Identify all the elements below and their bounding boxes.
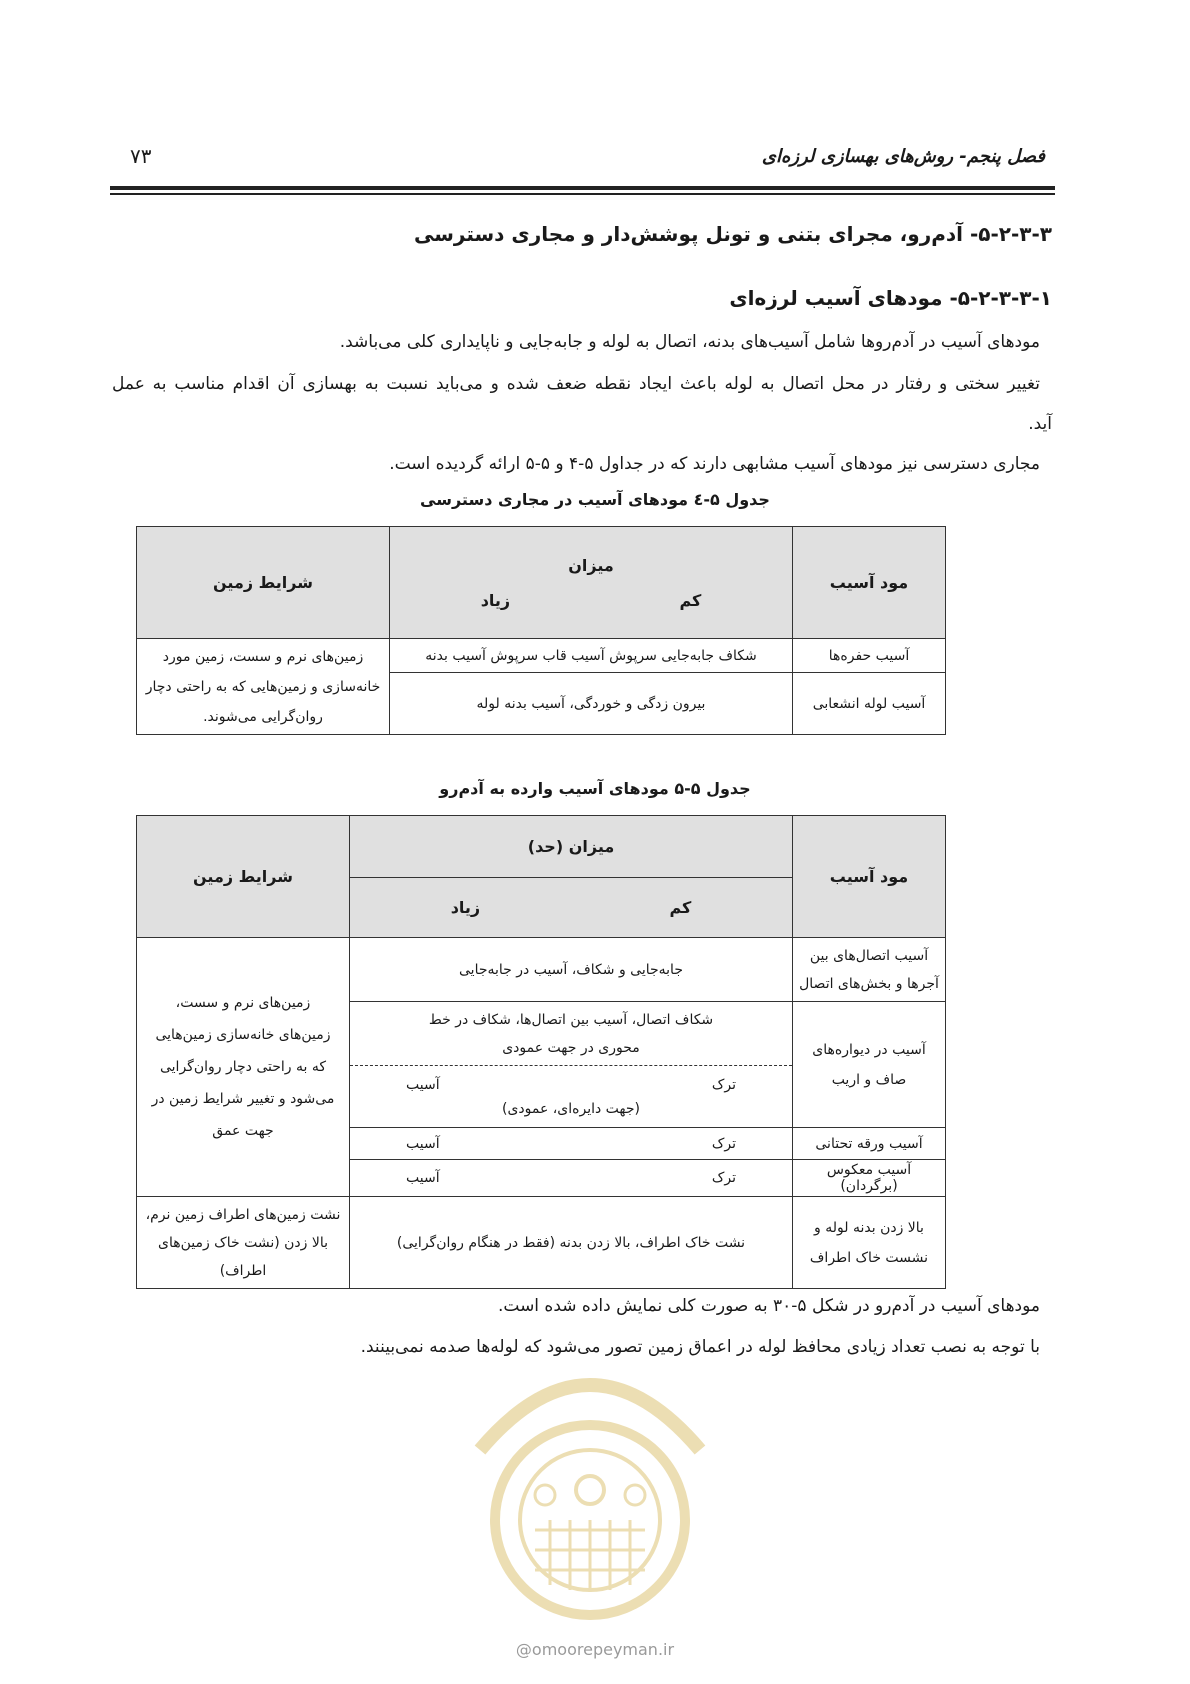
section-heading: ۵-۲-۳-۳- آدم‌رو، مجرای بتنی و تونل پوشش‌دار و مجاری دسترسی	[413, 222, 1052, 246]
paragraph-5: با توجه به نصب تعداد زیادی محافظ لوله در اعماق زمین تصور می‌شود که لوله‌ها صدمه نمی‌بینند.	[360, 1337, 1040, 1357]
table2-cell-low: ترک	[711, 1135, 736, 1152]
table2-cell-level-split	[350, 1160, 793, 1197]
table1-header-level	[390, 527, 793, 639]
header-rule	[110, 186, 1055, 190]
table1-caption: جدول ۵-٤ مودهای آسیب در مجاری دسترسی	[420, 490, 770, 509]
table2-caption: جدول ۵-۵ مودهای آسیب وارده به آدم‌رو	[439, 779, 751, 798]
table1-cell-level: بیرون زدگی و خوردگی، آسیب بدنه لوله	[390, 673, 793, 735]
table1-cell-level: شکاف جابه‌جایی سرپوش آسیب قاب سرپوش آسیب بدنه	[390, 639, 793, 673]
table2-cell-mode: بالا زدن بدنه لوله و نشست خاک اطراف	[793, 1197, 946, 1289]
table2	[136, 815, 946, 1289]
paragraph-1: مودهای آسیب در آدم‌روها شامل آسیب‌های بدنه، اتصال به لوله و جابه‌جایی و ناپایداری کلی می‌باشد.	[339, 332, 1040, 352]
table2-cell-low: ترک	[711, 1170, 736, 1186]
table2-cell-level: نشت خاک اطراف، بالا زدن بدنه (فقط در هنگام روان‌گرایی)	[350, 1197, 793, 1289]
table1-cell-mode: آسیب لوله انشعابی	[793, 673, 946, 735]
paragraph-3: مجاری دسترسی نیز مودهای آسیب مشابهی دارند که در جداول ۵-۴ و ۵-۵ ارائه گردیده است.	[389, 454, 1040, 474]
table1-header-high: زیاد	[480, 590, 511, 610]
table1-header-level-label: میزان	[568, 555, 614, 575]
table2-cell-high: آسیب	[406, 1076, 440, 1093]
table2-header-mode: مود آسیب	[793, 816, 946, 938]
table2-cell-mode: آسیب ورقه تحتانی	[793, 1128, 946, 1160]
table2-cell-note: (جهت دایره‌ای، عمودی)	[502, 1100, 640, 1117]
table1-cell-ground: زمین‌های نرم و سست، زمین مورد خانه‌سازی و زمین‌هایی که به راحتی دچار روان‌گرایی می‌شوند.	[137, 639, 390, 735]
page-number: ۷۳	[130, 144, 152, 168]
paragraph-2-line-2: آید.	[1028, 414, 1052, 434]
table2-cell-mode: آسیب در دیواره‌های صاف و اریب	[793, 1002, 946, 1128]
table2-cell-mode: آسیب معکوس (برگردان)	[793, 1160, 946, 1197]
page-header	[110, 140, 1055, 180]
table2-header-low: کم	[669, 898, 692, 917]
seal-logo-icon	[440, 1330, 740, 1650]
table2-cell-high: آسیب	[406, 1135, 440, 1152]
table2-header-level: میزان (حد)	[350, 816, 793, 878]
subsection-heading: ۵-۲-۳-۳-۱- مودهای آسیب لرزه‌ای	[729, 286, 1052, 310]
table-row	[137, 639, 946, 673]
table1-header-low: کم	[679, 590, 702, 610]
table2-cell-level: جابه‌جایی و شکاف، آسیب در جابه‌جایی	[350, 938, 793, 1002]
paragraph-2-line-1: تغییر سختی و رفتار در محل اتصال به لوله باعث ایجاد نقطه ضعف شده و می‌باید نسبت به بهسازی آن اقدام مناسب به عمل	[112, 374, 1040, 394]
watermark-url: @omoorepeyman.ir	[515, 1640, 675, 1659]
table2-cell-mode: آسیب اتصال‌های بین آجرها و بخش‌های اتصال	[793, 938, 946, 1002]
table2-cell-low: ترک	[711, 1076, 736, 1093]
table2-cell-level-split	[350, 1128, 793, 1160]
paragraph-4: مودهای آسیب در آدم‌رو در شکل ۵-۳۰ به صورت کلی نمایش داده شده است.	[497, 1296, 1040, 1316]
table1-cell-mode: آسیب حفره‌ها	[793, 639, 946, 673]
table1-header-mode: مود آسیب	[793, 527, 946, 639]
header-rule-thin	[110, 193, 1055, 195]
table2-header-low-high	[350, 878, 793, 938]
table1-header-ground: شرایط زمین	[137, 527, 390, 639]
table2-cell-level-split	[350, 1066, 793, 1128]
chapter-title: فصل پنجم- روش‌های بهسازی لرزه‌ای	[761, 146, 1045, 167]
table2-header-high: زیاد	[450, 898, 481, 917]
table2-cell-high: آسیب	[406, 1170, 440, 1186]
table-row	[137, 938, 946, 1002]
table1	[136, 526, 946, 735]
table2-header-ground: شرایط زمین	[137, 816, 350, 938]
table2-cell-ground: نشت زمین‌های اطراف زمین نرم، بالا زدن (نشت خاک زمین‌های اطراف)	[137, 1197, 350, 1289]
table2-cell-ground: زمین‌های نرم و سست، زمین‌های خانه‌سازی زمین‌هایی که به راحتی دچار روان‌گرایی می‌شود و تغییر شرایط زمین در جهت عمق	[137, 938, 350, 1197]
table-row	[137, 1197, 946, 1289]
table2-cell-level: شکاف اتصال، آسیب بین اتصال‌ها، شکاف در خط محوری در جهت عمودی	[350, 1002, 793, 1066]
